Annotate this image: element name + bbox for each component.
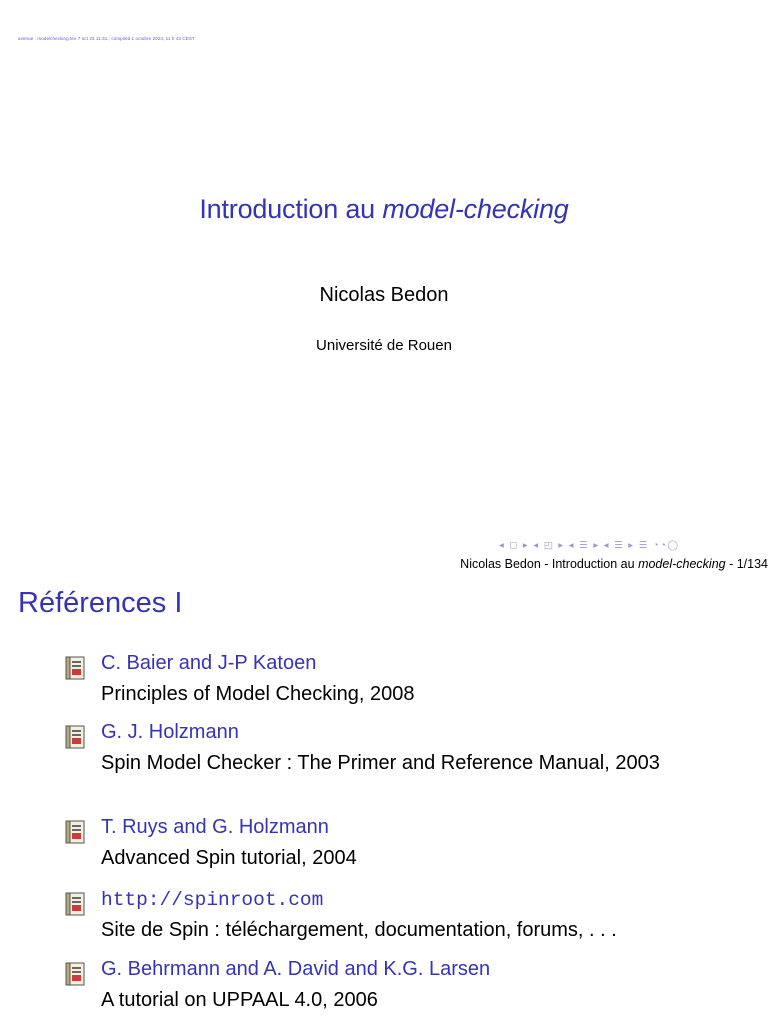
reference-detail: A tutorial on UPPAAL 4.0, 2006 bbox=[101, 989, 378, 1011]
compile-info-header: avenue : modelchecking.tex 7 oct 23 11:31 ; compiled 1 octobre 2023, 11 h 43 CEST bbox=[18, 36, 195, 41]
beamer-navigation-symbols[interactable]: ◂ ◻ ▸ ◂ ◰ ▸ ◂ ☰ ▸ ◂ ☰ ▸ ☰ ◔◔◯ bbox=[499, 540, 680, 551]
frame-title: Références I bbox=[18, 587, 183, 619]
footer-prefix: Nicolas Bedon - Introduction au bbox=[460, 557, 639, 571]
references-slide bbox=[0, 585, 768, 1024]
reference-authors: T. Ruys and G. Holzmann bbox=[101, 816, 329, 838]
title-italic-text: model-checking bbox=[382, 194, 569, 224]
footer-page-number: - 1/134 bbox=[725, 557, 768, 571]
slide-footer bbox=[460, 557, 768, 571]
reference-url-link[interactable]: http://spinroot.com bbox=[101, 889, 324, 911]
reference-authors: G. J. Holzmann bbox=[101, 721, 239, 743]
author-name: Nicolas Bedon bbox=[319, 284, 449, 306]
reference-authors: G. Behrmann and A. David and K.G. Larsen bbox=[101, 958, 491, 980]
reference-authors: C. Baier and J-P Katoen bbox=[101, 652, 317, 674]
book-icon bbox=[65, 656, 85, 680]
book-icon bbox=[65, 962, 85, 986]
institute-name: Université de Rouen bbox=[316, 337, 452, 354]
book-icon bbox=[65, 725, 85, 749]
reference-detail: Spin Model Checker : The Primer and Reference Manual, 2003 bbox=[101, 752, 660, 774]
book-icon bbox=[65, 892, 85, 916]
presentation-title bbox=[0, 194, 768, 225]
reference-detail: Site de Spin : téléchargement, documentation, forums, . . . bbox=[101, 919, 617, 941]
reference-detail: Advanced Spin tutorial, 2004 bbox=[101, 847, 357, 869]
title-plain-text: Introduction au bbox=[199, 194, 383, 224]
reference-detail: Principles of Model Checking, 2008 bbox=[101, 683, 415, 705]
book-icon bbox=[65, 820, 85, 844]
footer-italic: model-checking bbox=[638, 557, 726, 571]
